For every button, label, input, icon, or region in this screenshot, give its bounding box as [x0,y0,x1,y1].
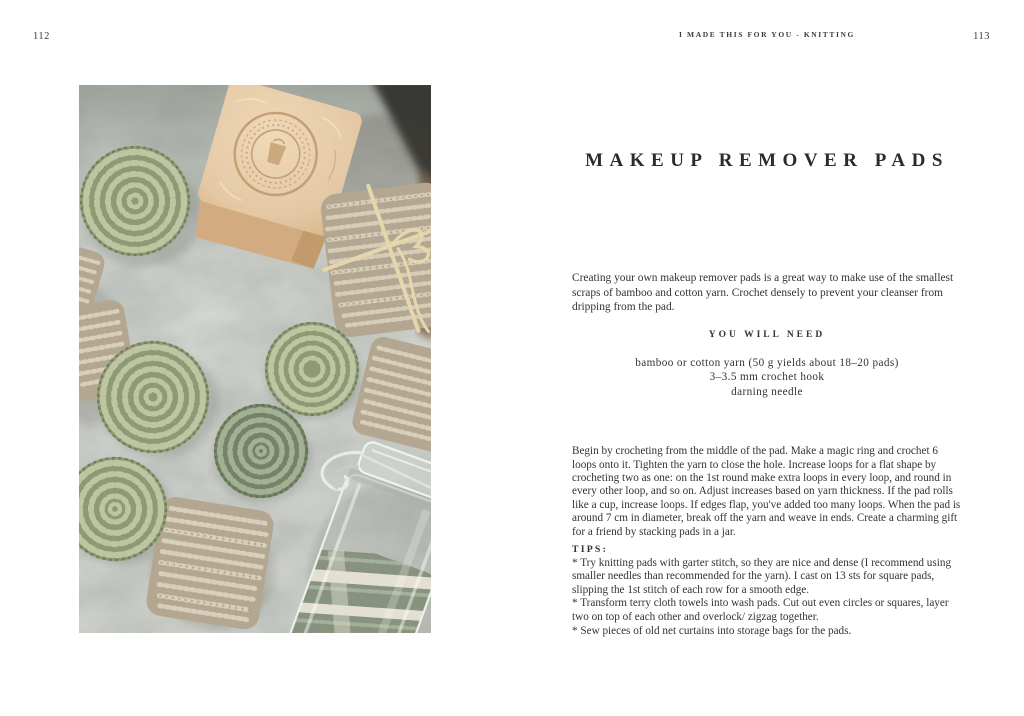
you-will-need-heading: YOU WILL NEED [708,330,826,340]
page-number-left: 112 [33,31,50,42]
material-item: darning needle [731,385,803,398]
materials-list [572,356,962,399]
tip-item: * Try knitting pads with garter stitch, so they are nice and dense (I recommend using smaller needles than recommended for the yarn). I cast on 13 sts for square pads, slipping the 1st stitch of each row for a smooth edge. [572,556,952,596]
crochet-pad-mid-left [97,341,209,453]
material-item: 3–3.5 mm crochet hook [709,371,825,384]
photo-flatlay-crochet-pads [79,85,431,633]
intro-paragraph: Creating your own makeup remover pads is a great way to make use of the smallest scraps of bamboo and cotton yarn. Crochet densely to prevent your cleanser from dripping from the pad. [572,272,954,314]
tips-section [572,543,964,638]
tip-item: * Sew pieces of old net curtains into storage bags for the pads. [572,624,852,637]
crochet-pad-upper-centre [265,322,359,416]
material-item: bamboo or cotton yarn (50 g yields about 18–20 pads) [635,357,899,369]
page-number-right: 113 [973,31,990,42]
crochet-pad-dark-centre [214,404,308,498]
tips-heading: TIPS: [572,544,609,555]
page-title: MAKEUP REMOVER PADS [585,149,949,171]
running-header: I MADE THIS FOR YOU - KNITTING [679,30,855,39]
instructions-paragraph: Begin by crocheting from the middle of the pad. Make a magic ring and crochet 6 loops onto it. Tighten the yarn to close the hole. Increase loops for a flat shape by crocheting two as one: on the 1st round make extra loops in every loop, and round in every other loop, and so on. Adjust increases based on yarn thickness. If the pad rolls like a cup, increase loops. If edges flap, you've added too many loops. When the pad is around 7 cm in diameter, break off the yarn and weave in ends. Create a charming gift for a friend by stacking pads in a jar. [572,445,961,538]
tip-item: * Transform terry cloth towels into wash pads. Cut out even circles or squares, layer two on top of each other and overlock/ zigzag together. [572,597,949,623]
crochet-pad-top-left [80,146,190,256]
